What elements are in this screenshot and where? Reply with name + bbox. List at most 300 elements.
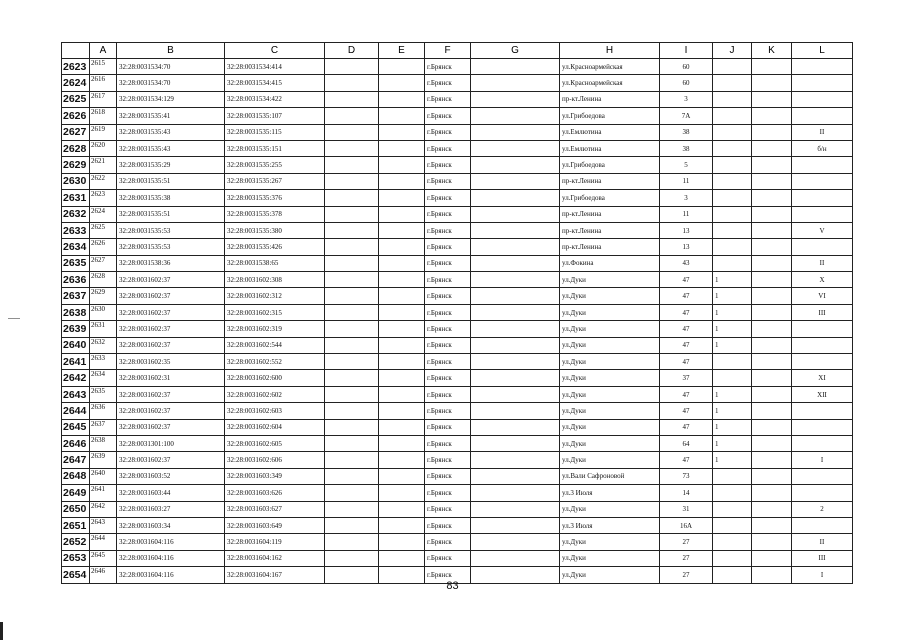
cell-a[interactable]: 2615 [90, 59, 117, 75]
cell-f[interactable]: г.Брянск [425, 239, 471, 255]
cell-i[interactable]: 14 [660, 485, 713, 501]
cell-h[interactable]: ул.Дуки [560, 567, 660, 583]
cell-k[interactable] [752, 468, 792, 484]
cell-f[interactable]: г.Брянск [425, 222, 471, 238]
cell-d[interactable] [325, 354, 379, 370]
cell-l[interactable]: II [792, 255, 853, 271]
cell-j[interactable]: 1 [713, 288, 752, 304]
cell-b[interactable]: 32:28:0031602:37 [117, 386, 225, 402]
cell-g[interactable] [471, 501, 560, 517]
cell-c[interactable]: 32:28:0031535:378 [225, 206, 325, 222]
cell-d[interactable] [325, 91, 379, 107]
cell-i[interactable]: 47 [660, 452, 713, 468]
cell-b[interactable]: 32:28:0031534:70 [117, 75, 225, 91]
cell-c[interactable]: 32:28:0031534:414 [225, 59, 325, 75]
cell-i[interactable]: 47 [660, 304, 713, 320]
cell-c[interactable]: 32:28:0031534:415 [225, 75, 325, 91]
cell-f[interactable]: г.Брянск [425, 435, 471, 451]
cell-b[interactable]: 32:28:0031535:29 [117, 157, 225, 173]
cell-j[interactable] [713, 239, 752, 255]
cell-c[interactable]: 32:28:0031602:605 [225, 435, 325, 451]
cell-i[interactable]: 11 [660, 173, 713, 189]
cell-h[interactable]: пр-кт.Ленина [560, 91, 660, 107]
cell-d[interactable] [325, 452, 379, 468]
cell-f[interactable]: г.Брянск [425, 124, 471, 140]
cell-k[interactable] [752, 386, 792, 402]
cell-f[interactable]: г.Брянск [425, 354, 471, 370]
cell-g[interactable] [471, 452, 560, 468]
cell-h[interactable]: ул.Дуки [560, 370, 660, 386]
cell-b[interactable]: 32:28:0031535:41 [117, 108, 225, 124]
cell-g[interactable] [471, 190, 560, 206]
row-number[interactable]: 2626 [62, 108, 90, 124]
cell-i[interactable]: 47 [660, 321, 713, 337]
cell-a[interactable]: 2625 [90, 222, 117, 238]
cell-c[interactable]: 32:28:0031604:119 [225, 534, 325, 550]
cell-f[interactable]: г.Брянск [425, 140, 471, 156]
cell-l[interactable]: II [792, 124, 853, 140]
cell-e[interactable] [379, 140, 425, 156]
cell-k[interactable] [752, 255, 792, 271]
row-number[interactable]: 2654 [62, 567, 90, 583]
cell-k[interactable] [752, 190, 792, 206]
cell-g[interactable] [471, 485, 560, 501]
cell-b[interactable]: 32:28:0031604:116 [117, 534, 225, 550]
cell-a[interactable]: 2624 [90, 206, 117, 222]
cell-i[interactable]: 64 [660, 435, 713, 451]
cell-j[interactable] [713, 534, 752, 550]
cell-h[interactable]: ул.Дуки [560, 337, 660, 353]
cell-j[interactable] [713, 485, 752, 501]
cell-a[interactable]: 2639 [90, 452, 117, 468]
cell-j[interactable] [713, 501, 752, 517]
cell-e[interactable] [379, 222, 425, 238]
cell-d[interactable] [325, 190, 379, 206]
cell-j[interactable] [713, 206, 752, 222]
cell-f[interactable]: г.Брянск [425, 59, 471, 75]
cell-j[interactable]: 1 [713, 304, 752, 320]
cell-e[interactable] [379, 288, 425, 304]
cell-k[interactable] [752, 534, 792, 550]
cell-g[interactable] [471, 304, 560, 320]
cell-d[interactable] [325, 173, 379, 189]
cell-g[interactable] [471, 337, 560, 353]
cell-j[interactable] [713, 370, 752, 386]
cell-a[interactable]: 2646 [90, 567, 117, 583]
cell-h[interactable]: ул.Емлютина [560, 140, 660, 156]
cell-e[interactable] [379, 304, 425, 320]
cell-b[interactable]: 32:28:0031603:27 [117, 501, 225, 517]
cell-d[interactable] [325, 403, 379, 419]
column-header-k[interactable]: K [752, 43, 792, 59]
cell-d[interactable] [325, 206, 379, 222]
cell-i[interactable]: 47 [660, 386, 713, 402]
row-number[interactable]: 2625 [62, 91, 90, 107]
cell-c[interactable]: 32:28:0031603:649 [225, 517, 325, 533]
cell-f[interactable]: г.Брянск [425, 288, 471, 304]
cell-d[interactable] [325, 485, 379, 501]
cell-c[interactable]: 32:28:0031602:315 [225, 304, 325, 320]
column-header-g[interactable]: G [471, 43, 560, 59]
cell-a[interactable]: 2637 [90, 419, 117, 435]
cell-a[interactable]: 2616 [90, 75, 117, 91]
cell-g[interactable] [471, 403, 560, 419]
cell-f[interactable]: г.Брянск [425, 403, 471, 419]
cell-d[interactable] [325, 288, 379, 304]
cell-h[interactable]: ул.Грибоедова [560, 190, 660, 206]
cell-k[interactable] [752, 75, 792, 91]
cell-e[interactable] [379, 75, 425, 91]
cell-c[interactable]: 32:28:0031535:380 [225, 222, 325, 238]
row-number[interactable]: 2632 [62, 206, 90, 222]
row-number[interactable]: 2623 [62, 59, 90, 75]
cell-j[interactable] [713, 59, 752, 75]
cell-l[interactable] [792, 485, 853, 501]
cell-f[interactable]: г.Брянск [425, 91, 471, 107]
cell-b[interactable]: 32:28:0031535:53 [117, 222, 225, 238]
cell-c[interactable]: 32:28:0031535:267 [225, 173, 325, 189]
cell-d[interactable] [325, 534, 379, 550]
cell-l[interactable] [792, 75, 853, 91]
cell-b[interactable]: 32:28:0031538:36 [117, 255, 225, 271]
cell-d[interactable] [325, 75, 379, 91]
cell-l[interactable]: III [792, 550, 853, 566]
cell-a[interactable]: 2633 [90, 354, 117, 370]
cell-l[interactable] [792, 239, 853, 255]
cell-g[interactable] [471, 108, 560, 124]
cell-c[interactable]: 32:28:0031602:544 [225, 337, 325, 353]
cell-i[interactable]: 16А [660, 517, 713, 533]
cell-k[interactable] [752, 517, 792, 533]
cell-e[interactable] [379, 468, 425, 484]
cell-l[interactable] [792, 337, 853, 353]
cell-h[interactable]: ул.Дуки [560, 550, 660, 566]
cell-c[interactable]: 32:28:0031602:603 [225, 403, 325, 419]
row-number[interactable]: 2628 [62, 140, 90, 156]
cell-e[interactable] [379, 91, 425, 107]
cell-k[interactable] [752, 140, 792, 156]
cell-j[interactable]: 1 [713, 272, 752, 288]
cell-l[interactable]: I [792, 452, 853, 468]
cell-g[interactable] [471, 468, 560, 484]
cell-e[interactable] [379, 206, 425, 222]
cell-c[interactable]: 32:28:0031602:602 [225, 386, 325, 402]
cell-e[interactable] [379, 59, 425, 75]
cell-k[interactable] [752, 59, 792, 75]
row-number[interactable]: 2638 [62, 304, 90, 320]
cell-a[interactable]: 2645 [90, 550, 117, 566]
cell-l[interactable] [792, 108, 853, 124]
cell-k[interactable] [752, 321, 792, 337]
cell-f[interactable]: г.Брянск [425, 550, 471, 566]
cell-e[interactable] [379, 534, 425, 550]
row-number[interactable]: 2647 [62, 452, 90, 468]
cell-i[interactable]: 31 [660, 501, 713, 517]
cell-g[interactable] [471, 124, 560, 140]
cell-i[interactable]: 47 [660, 337, 713, 353]
cell-j[interactable]: 1 [713, 321, 752, 337]
cell-h[interactable]: пр-кт.Ленина [560, 206, 660, 222]
column-header-a[interactable]: A [90, 43, 117, 59]
cell-d[interactable] [325, 435, 379, 451]
cell-a[interactable]: 2636 [90, 403, 117, 419]
cell-l[interactable] [792, 419, 853, 435]
cell-i[interactable]: 60 [660, 59, 713, 75]
cell-l[interactable] [792, 190, 853, 206]
cell-l[interactable] [792, 91, 853, 107]
cell-l[interactable]: V [792, 222, 853, 238]
cell-c[interactable]: 32:28:0031535:255 [225, 157, 325, 173]
cell-d[interactable] [325, 321, 379, 337]
cell-h[interactable]: пр-кт.Ленина [560, 222, 660, 238]
cell-g[interactable] [471, 550, 560, 566]
cell-l[interactable] [792, 321, 853, 337]
cell-i[interactable]: 38 [660, 140, 713, 156]
cell-f[interactable]: г.Брянск [425, 272, 471, 288]
cell-g[interactable] [471, 272, 560, 288]
cell-i[interactable]: 5 [660, 157, 713, 173]
cell-k[interactable] [752, 157, 792, 173]
cell-e[interactable] [379, 452, 425, 468]
cell-e[interactable] [379, 485, 425, 501]
cell-j[interactable] [713, 157, 752, 173]
cell-l[interactable] [792, 435, 853, 451]
cell-h[interactable]: ул.Красноармейская [560, 75, 660, 91]
cell-e[interactable] [379, 157, 425, 173]
cell-k[interactable] [752, 239, 792, 255]
cell-d[interactable] [325, 222, 379, 238]
cell-g[interactable] [471, 288, 560, 304]
cell-k[interactable] [752, 91, 792, 107]
cell-e[interactable] [379, 337, 425, 353]
cell-i[interactable]: 47 [660, 419, 713, 435]
cell-l[interactable]: X [792, 272, 853, 288]
cell-j[interactable] [713, 173, 752, 189]
row-number[interactable]: 2646 [62, 435, 90, 451]
cell-h[interactable]: ул.Емлютина [560, 124, 660, 140]
cell-a[interactable]: 2631 [90, 321, 117, 337]
cell-f[interactable]: г.Брянск [425, 386, 471, 402]
cell-h[interactable]: ул.Дуки [560, 501, 660, 517]
cell-a[interactable]: 2641 [90, 485, 117, 501]
cell-d[interactable] [325, 501, 379, 517]
cell-h[interactable]: ул.Дуки [560, 354, 660, 370]
cell-j[interactable]: 1 [713, 419, 752, 435]
cell-f[interactable]: г.Брянск [425, 567, 471, 583]
cell-b[interactable]: 32:28:0031602:37 [117, 304, 225, 320]
column-header-j[interactable]: J [713, 43, 752, 59]
cell-k[interactable] [752, 124, 792, 140]
cell-i[interactable]: 13 [660, 222, 713, 238]
cell-g[interactable] [471, 59, 560, 75]
cell-e[interactable] [379, 419, 425, 435]
cell-k[interactable] [752, 550, 792, 566]
cell-d[interactable] [325, 517, 379, 533]
cell-i[interactable]: 37 [660, 370, 713, 386]
cell-f[interactable]: г.Брянск [425, 304, 471, 320]
cell-d[interactable] [325, 157, 379, 173]
cell-h[interactable]: ул.Грибоедова [560, 108, 660, 124]
cell-l[interactable] [792, 59, 853, 75]
cell-f[interactable]: г.Брянск [425, 173, 471, 189]
cell-l[interactable] [792, 468, 853, 484]
cell-e[interactable] [379, 435, 425, 451]
cell-a[interactable]: 2617 [90, 91, 117, 107]
cell-g[interactable] [471, 321, 560, 337]
cell-f[interactable]: г.Брянск [425, 452, 471, 468]
cell-f[interactable]: г.Брянск [425, 517, 471, 533]
cell-h[interactable]: пр-кт.Ленина [560, 239, 660, 255]
cell-l[interactable]: I [792, 567, 853, 583]
cell-b[interactable]: 32:28:0031602:31 [117, 370, 225, 386]
cell-f[interactable]: г.Брянск [425, 321, 471, 337]
cell-a[interactable]: 2622 [90, 173, 117, 189]
cell-k[interactable] [752, 354, 792, 370]
cell-f[interactable]: г.Брянск [425, 370, 471, 386]
cell-b[interactable]: 32:28:0031535:43 [117, 124, 225, 140]
cell-a[interactable]: 2644 [90, 534, 117, 550]
cell-b[interactable]: 32:28:0031301:100 [117, 435, 225, 451]
cell-l[interactable]: XI [792, 370, 853, 386]
cell-l[interactable] [792, 173, 853, 189]
cell-b[interactable]: 32:28:0031602:37 [117, 288, 225, 304]
cell-d[interactable] [325, 386, 379, 402]
cell-c[interactable]: 32:28:0031538:65 [225, 255, 325, 271]
cell-b[interactable]: 32:28:0031535:38 [117, 190, 225, 206]
cell-i[interactable]: 27 [660, 534, 713, 550]
cell-f[interactable]: г.Брянск [425, 190, 471, 206]
cell-a[interactable]: 2642 [90, 501, 117, 517]
cell-k[interactable] [752, 173, 792, 189]
cell-c[interactable]: 32:28:0031535:107 [225, 108, 325, 124]
cell-k[interactable] [752, 272, 792, 288]
cell-h[interactable]: ул.Дуки [560, 403, 660, 419]
cell-k[interactable] [752, 370, 792, 386]
cell-j[interactable] [713, 140, 752, 156]
cell-d[interactable] [325, 550, 379, 566]
cell-g[interactable] [471, 206, 560, 222]
cell-c[interactable]: 32:28:0031602:604 [225, 419, 325, 435]
cell-j[interactable]: 1 [713, 435, 752, 451]
cell-a[interactable]: 2623 [90, 190, 117, 206]
cell-a[interactable]: 2619 [90, 124, 117, 140]
cell-h[interactable]: ул.Дуки [560, 272, 660, 288]
cell-i[interactable]: 47 [660, 272, 713, 288]
cell-j[interactable] [713, 91, 752, 107]
cell-c[interactable]: 32:28:0031602:319 [225, 321, 325, 337]
cell-l[interactable] [792, 517, 853, 533]
cell-c[interactable]: 32:28:0031602:606 [225, 452, 325, 468]
cell-j[interactable]: 1 [713, 337, 752, 353]
cell-i[interactable]: 27 [660, 550, 713, 566]
row-number[interactable]: 2636 [62, 272, 90, 288]
row-number[interactable]: 2633 [62, 222, 90, 238]
cell-i[interactable]: 38 [660, 124, 713, 140]
cell-j[interactable] [713, 222, 752, 238]
cell-j[interactable]: 1 [713, 452, 752, 468]
cell-h[interactable]: ул.Дуки [560, 304, 660, 320]
cell-j[interactable] [713, 550, 752, 566]
row-number[interactable]: 2627 [62, 124, 90, 140]
cell-d[interactable] [325, 272, 379, 288]
cell-b[interactable]: 32:28:0031535:51 [117, 206, 225, 222]
cell-i[interactable]: 47 [660, 288, 713, 304]
cell-e[interactable] [379, 403, 425, 419]
cell-c[interactable]: 32:28:0031602:600 [225, 370, 325, 386]
row-number[interactable]: 2639 [62, 321, 90, 337]
cell-e[interactable] [379, 190, 425, 206]
cell-j[interactable]: 1 [713, 403, 752, 419]
cell-e[interactable] [379, 239, 425, 255]
cell-l[interactable] [792, 157, 853, 173]
row-number[interactable]: 2641 [62, 354, 90, 370]
cell-b[interactable]: 32:28:0031534:129 [117, 91, 225, 107]
cell-j[interactable] [713, 468, 752, 484]
cell-h[interactable]: ул.Грибоедова [560, 157, 660, 173]
cell-k[interactable] [752, 403, 792, 419]
row-number[interactable]: 2629 [62, 157, 90, 173]
cell-i[interactable]: 60 [660, 75, 713, 91]
cell-a[interactable]: 2643 [90, 517, 117, 533]
cell-b[interactable]: 32:28:0031602:37 [117, 403, 225, 419]
cell-e[interactable] [379, 550, 425, 566]
cell-h[interactable]: ул.Дуки [560, 419, 660, 435]
cell-f[interactable]: г.Брянск [425, 534, 471, 550]
cell-b[interactable]: 32:28:0031602:37 [117, 272, 225, 288]
cell-k[interactable] [752, 288, 792, 304]
cell-h[interactable]: ул.Дуки [560, 534, 660, 550]
cell-j[interactable] [713, 190, 752, 206]
row-number[interactable]: 2637 [62, 288, 90, 304]
cell-h[interactable]: ул.Дуки [560, 386, 660, 402]
cell-g[interactable] [471, 370, 560, 386]
cell-g[interactable] [471, 386, 560, 402]
cell-f[interactable]: г.Брянск [425, 206, 471, 222]
cell-d[interactable] [325, 419, 379, 435]
cell-j[interactable] [713, 354, 752, 370]
column-header-i[interactable]: I [660, 43, 713, 59]
cell-c[interactable]: 32:28:0031602:312 [225, 288, 325, 304]
cell-i[interactable]: 47 [660, 354, 713, 370]
cell-k[interactable] [752, 222, 792, 238]
row-number[interactable]: 2634 [62, 239, 90, 255]
cell-j[interactable] [713, 517, 752, 533]
row-number[interactable]: 2635 [62, 255, 90, 271]
column-header-c[interactable]: C [225, 43, 325, 59]
cell-a[interactable]: 2618 [90, 108, 117, 124]
cell-b[interactable]: 32:28:0031603:44 [117, 485, 225, 501]
cell-g[interactable] [471, 157, 560, 173]
cell-c[interactable]: 32:28:0031535:151 [225, 140, 325, 156]
cell-e[interactable] [379, 124, 425, 140]
cell-l[interactable]: VI [792, 288, 853, 304]
cell-l[interactable] [792, 206, 853, 222]
cell-a[interactable]: 2628 [90, 272, 117, 288]
cell-h[interactable]: ул.Дуки [560, 321, 660, 337]
cell-h[interactable]: ул.3 Июля [560, 485, 660, 501]
cell-f[interactable]: г.Брянск [425, 157, 471, 173]
cell-a[interactable]: 2640 [90, 468, 117, 484]
cell-c[interactable]: 32:28:0031602:308 [225, 272, 325, 288]
row-number[interactable]: 2631 [62, 190, 90, 206]
cell-g[interactable] [471, 419, 560, 435]
cell-i[interactable]: 7А [660, 108, 713, 124]
column-header-e[interactable]: E [379, 43, 425, 59]
cell-a[interactable]: 2634 [90, 370, 117, 386]
cell-d[interactable] [325, 108, 379, 124]
cell-g[interactable] [471, 255, 560, 271]
cell-l[interactable] [792, 403, 853, 419]
